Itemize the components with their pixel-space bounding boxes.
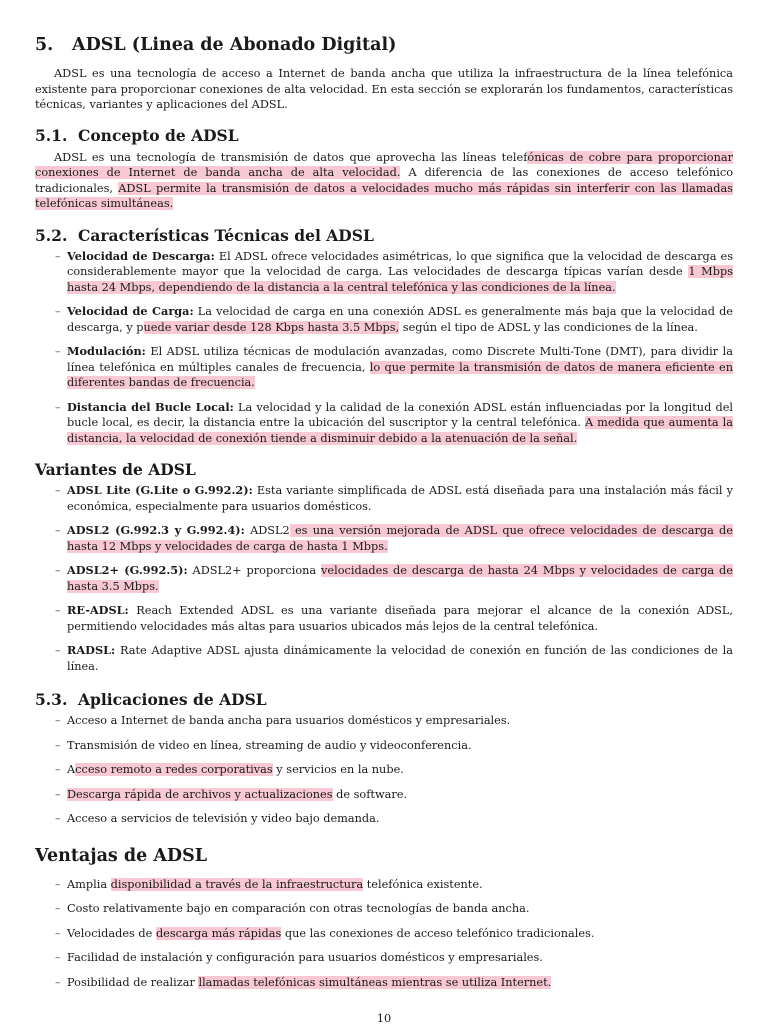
item-text: Rate Adaptive ADSL ajusta dinámicamente la velocidad de conexión en función de las condiciones de la línea. <box>67 644 733 673</box>
list-dash: – <box>55 902 61 915</box>
item-text: telefónica existente. <box>363 877 483 891</box>
section-title <box>35 30 733 60</box>
list-item <box>35 400 733 447</box>
highlighted-text: descarga más rápidas <box>155 926 282 940</box>
list-item <box>35 563 733 594</box>
item-text: de software. <box>332 787 408 801</box>
item-label: Velocidad de Descarga: <box>67 248 215 263</box>
section-title-text: ADSL (Linea de Abonado Digital) <box>72 35 397 55</box>
list-dash: – <box>55 877 61 891</box>
list-dash: – <box>55 305 61 318</box>
concepto-paragraph <box>35 150 733 212</box>
item-label: ADSL Lite (G.Lite o G.992.2): <box>67 483 253 497</box>
list-dash: – <box>55 763 61 776</box>
list-dash: – <box>55 345 61 358</box>
item-text: Posibilidad de realizar <box>67 975 199 989</box>
item-text: Amplia <box>67 877 111 891</box>
list-item <box>35 877 733 893</box>
list-item <box>35 713 733 729</box>
subsection-title-text: Concepto de ADSL <box>78 125 239 145</box>
highlighted-text: cceso remoto a redes corporativas <box>75 763 273 776</box>
highlighted-text: ónicas de cobre para proporcionar conexiones de Internet de banda ancha de alta velocidad. <box>35 150 733 179</box>
item-text: Esta variante simplificada de ADSL está diseñada para una instalación más fácil y económica, especialmente para usuarios domésticos. <box>67 484 733 513</box>
list-item <box>35 344 733 391</box>
item-text: Reach Extended ADSL es una variante diseñada para mejorar el alcance de la conexión ADSL, permitiendo velocidades más altas para usuarios ubicados más lejos de la central telefónica. <box>67 604 733 633</box>
paragraph-text: A diferencia de las conexiones de acceso telefónico tradicionales, <box>35 166 733 195</box>
list-dash: – <box>55 714 61 727</box>
item-text: Transmisión de video en línea, streaming de audio y videoconferencia. <box>67 738 472 752</box>
highlighted-text: velocidades de descarga de hasta 24 Mbps y velocidades de carga de hasta 3.5 Mbps. <box>67 564 733 593</box>
subsection-title-concepto <box>35 124 733 148</box>
list-dash: – <box>55 738 61 752</box>
highlighted-text: ADSL permite la transmisión de datos a velocidades mucho más rápidas sin interferir con las llamadas telefónicas simultáneas. <box>35 181 733 210</box>
highlighted-text: A medida que aumenta la distancia, la velocidad de conexión tiende a disminuir debido a la atenuación de la señal. <box>67 416 734 445</box>
list-dash: – <box>55 400 61 414</box>
item-label: Distancia del Bucle Local: <box>67 399 234 414</box>
list-item <box>35 811 733 827</box>
item-text: ADSL2+ proporciona <box>187 564 322 577</box>
item-label: Modulación: <box>67 344 146 358</box>
highlighted-text: Descarga rápida de archivos y actualizaciones <box>67 787 333 801</box>
item-text: y servicios en la nube. <box>272 763 404 776</box>
section-intro: ADSL es una tecnología de acceso a Internet de banda ancha que utiliza la infraestructura de la línea telefónica existente para proporcionar conexiones de alta velocidad. En esta sección se explorarán los fundamentos, características técnicas, variantes y aplicaciones del ADSL. <box>35 67 733 111</box>
list-dash: – <box>55 524 61 537</box>
item-text: El ADSL ofrece velocidades asimétricas, lo que significa que la velocidad de descarga es considerablemente mayor que la velocidad de carga. Las velocidades de descarga típicas varían desde <box>67 249 733 278</box>
section-title-ventajas: Ventajas de ADSL <box>35 845 208 866</box>
highlighted-text: lo que permite la transmisión de datos de manera eficiente en diferentes bandas de frecuencia. <box>67 360 733 389</box>
list-item <box>35 483 733 514</box>
highlighted-text: llamadas telefónicas simultáneas mientras se utiliza Internet. <box>198 975 552 989</box>
list-item <box>35 523 733 554</box>
highlighted-text: uede variar desde 128 Kbps hasta 3.5 Mbps, <box>143 320 400 334</box>
list-dash: – <box>55 484 61 497</box>
variantes-list <box>35 483 733 674</box>
list-dash: – <box>55 926 61 940</box>
list-item <box>35 787 733 803</box>
subsection-title-aplicaciones <box>35 688 733 712</box>
list-dash: – <box>55 787 61 801</box>
highlighted-text: 1 Mbps hasta 24 Mbps, dependiendo de la distancia a la central telefónica y las condiciones de la línea. <box>67 265 733 294</box>
paragraph-text: ADSL es una tecnología de transmisión de datos que aprovecha las líneas telef <box>54 150 528 164</box>
item-text: Costo relativamente bajo en comparación con otras tecnologías de banda ancha. <box>67 902 530 915</box>
list-item <box>35 249 733 296</box>
list-dash: – <box>55 975 61 989</box>
list-dash: – <box>55 951 61 964</box>
ventajas-list <box>35 877 733 991</box>
subsection-number: 5.1. <box>35 125 68 145</box>
subsection-number: 5.2. <box>35 225 68 245</box>
list-dash: – <box>55 564 61 577</box>
item-text: según el tipo de ADSL y las condiciones de la línea. <box>399 320 698 334</box>
subsection-title-text: Características Técnicas del ADSL <box>78 225 374 245</box>
item-label: Velocidad de Carga: <box>67 304 194 318</box>
list-dash: – <box>55 644 61 657</box>
item-text: Acceso a servicios de televisión y video bajo demanda. <box>67 812 380 825</box>
item-text: La velocidad de carga en una conexión ADSL es generalmente más baja que la velocidad de descarga, y p <box>67 305 733 334</box>
highlighted-text: disponibilidad a través de la infraestructura <box>110 877 364 891</box>
document-page <box>35 30 733 990</box>
subsection-title-caracteristicas <box>35 224 733 248</box>
subsection-title-variantes: Variantes de ADSL <box>35 460 196 479</box>
item-text: El ADSL utiliza técnicas de modulación avanzadas, como Discrete Multi-Tone (DMT), para dividir la línea telefónica en múltiples canales de frecuencia, <box>67 345 733 374</box>
subsection-number: 5.3. <box>35 690 68 709</box>
list-item <box>35 643 733 674</box>
item-label: ADSL2 (G.992.3 y G.992.4): <box>67 523 245 537</box>
highlighted-text: es una versión mejorada de ADSL que ofrece velocidades de descarga de hasta 12 Mbps y velocidades de carga de hasta 1 Mbps. <box>67 524 733 553</box>
aplicaciones-list <box>35 713 733 827</box>
list-item <box>35 304 733 335</box>
item-text: Acceso a Internet de banda ancha para usuarios domésticos y empresariales. <box>67 714 511 727</box>
list-item <box>35 975 733 991</box>
item-text: A <box>67 763 76 776</box>
caracteristicas-list <box>35 249 733 447</box>
list-dash: – <box>55 812 61 825</box>
list-item <box>35 901 733 917</box>
list-dash: – <box>55 249 61 263</box>
item-text: La velocidad y la calidad de la conexión ADSL están influenciadas por la longitud del bucle local, es decir, la distancia entre la ubicación del suscriptor y la central telefónica. <box>67 400 733 429</box>
subsection-title-text: Aplicaciones de ADSL <box>78 690 267 709</box>
item-label: ADSL2+ (G.992.5): <box>67 563 188 577</box>
item-label: RADSL: <box>67 643 116 657</box>
item-text: Facilidad de instalación y configuración para usuarios domésticos y empresariales. <box>67 951 543 964</box>
item-text: Velocidades de <box>67 926 156 940</box>
list-item <box>35 603 733 634</box>
item-text: ADSL2 <box>244 524 290 537</box>
list-item <box>35 950 733 966</box>
list-item <box>35 738 733 754</box>
item-label: RE-ADSL: <box>67 603 129 617</box>
list-item <box>35 762 733 778</box>
section-number: 5. <box>35 35 54 55</box>
page-number: 10 <box>376 1012 392 1025</box>
item-text: que las conexiones de acceso telefónico tradicionales. <box>281 926 595 940</box>
list-dash: – <box>55 604 61 617</box>
list-item <box>35 926 733 942</box>
